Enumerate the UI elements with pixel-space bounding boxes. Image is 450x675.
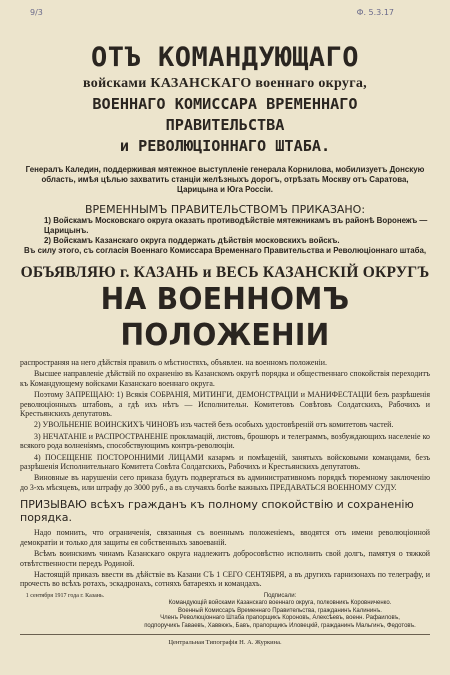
order-item-2: 2) Войскамъ Казанскаго округа поддержать дѣйствія московскихъ войскъ. bbox=[44, 236, 340, 245]
body-paragraph-1: Высшее направленіе дѣйствій по охраненію въ Казанскомъ округѣ порядка и общественнаго спокойствія переходитъ къ Командующему войсками Казанскаго военнаго округа. bbox=[20, 369, 430, 388]
body-paragraph-2: Поэтому ЗАПРЕЩАЮ: 1) Всякія СОБРАНІЯ, МИТИНГИ, ДЕМОНСТРАЦІИ и МАНИФЕСТАЦІИ безъ разрѣшенія революціонныхъ штабовъ, а гдѣ ихъ нѣтъ — Исполнительн. Комитетовъ Совѣтовъ Солдатскихъ, Рабочихъ и Крестьянскихъ депутатовъ. bbox=[20, 390, 430, 419]
signatures bbox=[130, 593, 430, 631]
archive-mark-right: Ф. 5.3.17 bbox=[356, 8, 394, 17]
issue-date: 1 сентября 1917 года г. Казань. bbox=[25, 592, 105, 599]
closing-paragraph-3: Настоящій приказъ ввести въ дѣйствіе въ Казани СЪ 1 СЕГО СЕНТЯБРЯ, а въ другихъ гарнизонахъ по телеграфу, и прочесть во всѣхъ ротахъ, эскадронахъ, сотняхъ батареяхъ и командахъ. bbox=[20, 569, 430, 589]
order-item-1: 1) Войскамъ Московскаго округа оказать противодѣйствіе мятежникамъ въ районѣ Воронежъ — Царицынъ. bbox=[44, 216, 428, 235]
header-title: ОТЪ КОМАНДУЮЩАГО bbox=[90, 42, 360, 73]
closing-paragraph-2: Всѣмъ воинскимъ чинамъ Казанскаго округа надлежитъ добросовѣстно исполнить свой долгъ, памятуя о тяжкой отвѣтственности передъ Родиной. bbox=[20, 549, 430, 568]
signed-heading: Подписали: bbox=[263, 592, 297, 599]
divider bbox=[20, 634, 430, 635]
intro-paragraph: Генералъ Каледин, поддерживая мятежное выступленіе генерала Корнилова, мобилизуетъ Донскую область, имѣя цѣлью захватить станціи желѣзныхъ дорогъ, отрѣзать Москву отъ Саратова, Царицына и Юга Россіи. bbox=[25, 165, 425, 194]
declaration-line: ОБЪЯВЛЯЮ г. КАЗАНЬ и ВЕСЬ КАЗАНСКІЙ ОКРУГЪ bbox=[20, 264, 430, 281]
header-staff: и РЕВОЛЮЦІОННАГО ШТАБА. bbox=[119, 137, 331, 155]
closing-paragraph-1: Надо помнить, что ограниченія, связанныя съ военнымъ положеніемъ, вводятся отъ имени революціонной демократіи и только для защиты ея собственныхъ завоеваній. bbox=[20, 528, 430, 547]
body-paragraph-0: распространяя на него дѣйствія правилъ о мѣстностяхъ, объявлен. на военномъ положеніи. bbox=[20, 358, 327, 367]
body-paragraph-3: 2) УВОЛЬНЕНІЕ ВОИНСКИХЪ ЧИНОВЪ изъ частей безъ особыхъ удостовѣреній отъ комитетовъ частей. bbox=[34, 420, 394, 430]
order-heading: ВРЕМЕННЫМЪ ПРАВИТЕЛЬСТВОМЪ ПРИКАЗАНО: bbox=[84, 203, 366, 216]
signature-2: Военный Комиссаръ Временнаго Правительства, гражданинъ Калининъ. bbox=[178, 607, 382, 614]
header-commissar: ВОЕННАГО КОМИССАРА ВРЕМЕННАГО bbox=[92, 95, 358, 113]
body-paragraph-4: 3) НЕЧАТАНІЕ и РАСПРОСТРАНЕНІЕ прокламацій, листовъ, брошюръ и телеграммъ, возбуждающихъ населеніе ко всякого рода волненіямъ, способствующимъ контръ-революціи. bbox=[20, 431, 430, 451]
header-government: ПРАВИТЕЛЬСТВА bbox=[165, 116, 285, 134]
closing-section bbox=[20, 528, 430, 588]
body-paragraph-5: 4) ПОСЕЩЕНІЕ ПОСТОРОННИМИ ЛИЦАМИ казармъ и помѣщеній, занятыхъ войсковыми командами, безъ разрѣшенія Исполнительнаго Комитета Совѣта Солдатскихъ, Рабочихъ и Крестьянскихъ депутатовъ. bbox=[20, 452, 430, 472]
martial-law-headline: НА ВОЕННОМЪ ПОЛОЖЕНІИ bbox=[100, 282, 350, 353]
call-to-calm: ПРИЗЫВАЮ всѣхъ гражданъ къ полному спокойствію и сохраненію порядка. bbox=[20, 498, 414, 525]
body-paragraph-6: Виновные въ нарушеніи сего приказа будутъ подвергаться въ административномъ порядкѣ тюремному заключенію до 3-хъ мѣсяцевъ, или штрафу до 3000 руб., а въ случаяхъ болѣе важныхъ ПРЕДАВАТЬСЯ ВОЕННОМУ СУДУ. bbox=[20, 473, 430, 492]
header-subtitle: войсками КАЗАНСКАГО военнаго округа, bbox=[83, 76, 367, 91]
printer-credit: Центральная Типографія Н. А. Журкина. bbox=[168, 639, 282, 647]
signature-block bbox=[20, 593, 430, 631]
order-item-3: Въ силу этого, съ согласія Военнаго Комиссара Временнаго Правительства и Революціоннаго штаба, bbox=[23, 246, 427, 255]
signature-1: Командующій войсками Казанскаго военнаго округа, полковникъ Коровниченко. bbox=[168, 600, 392, 607]
archive-mark-left: 9/3 bbox=[30, 8, 43, 17]
order-body bbox=[20, 358, 430, 492]
signature-4: подпоручикъ Гаваевъ, Хаввюкъ, Бавъ, прапорщикъ Иловецкій, гражданинъ Мальгинъ, Федотовъ. bbox=[144, 622, 416, 629]
signature-3: Членъ Революціоннаго Штаба прапорщикъ Короновъ, Алексѣевъ, военн. Рафаиловъ, bbox=[160, 615, 400, 622]
